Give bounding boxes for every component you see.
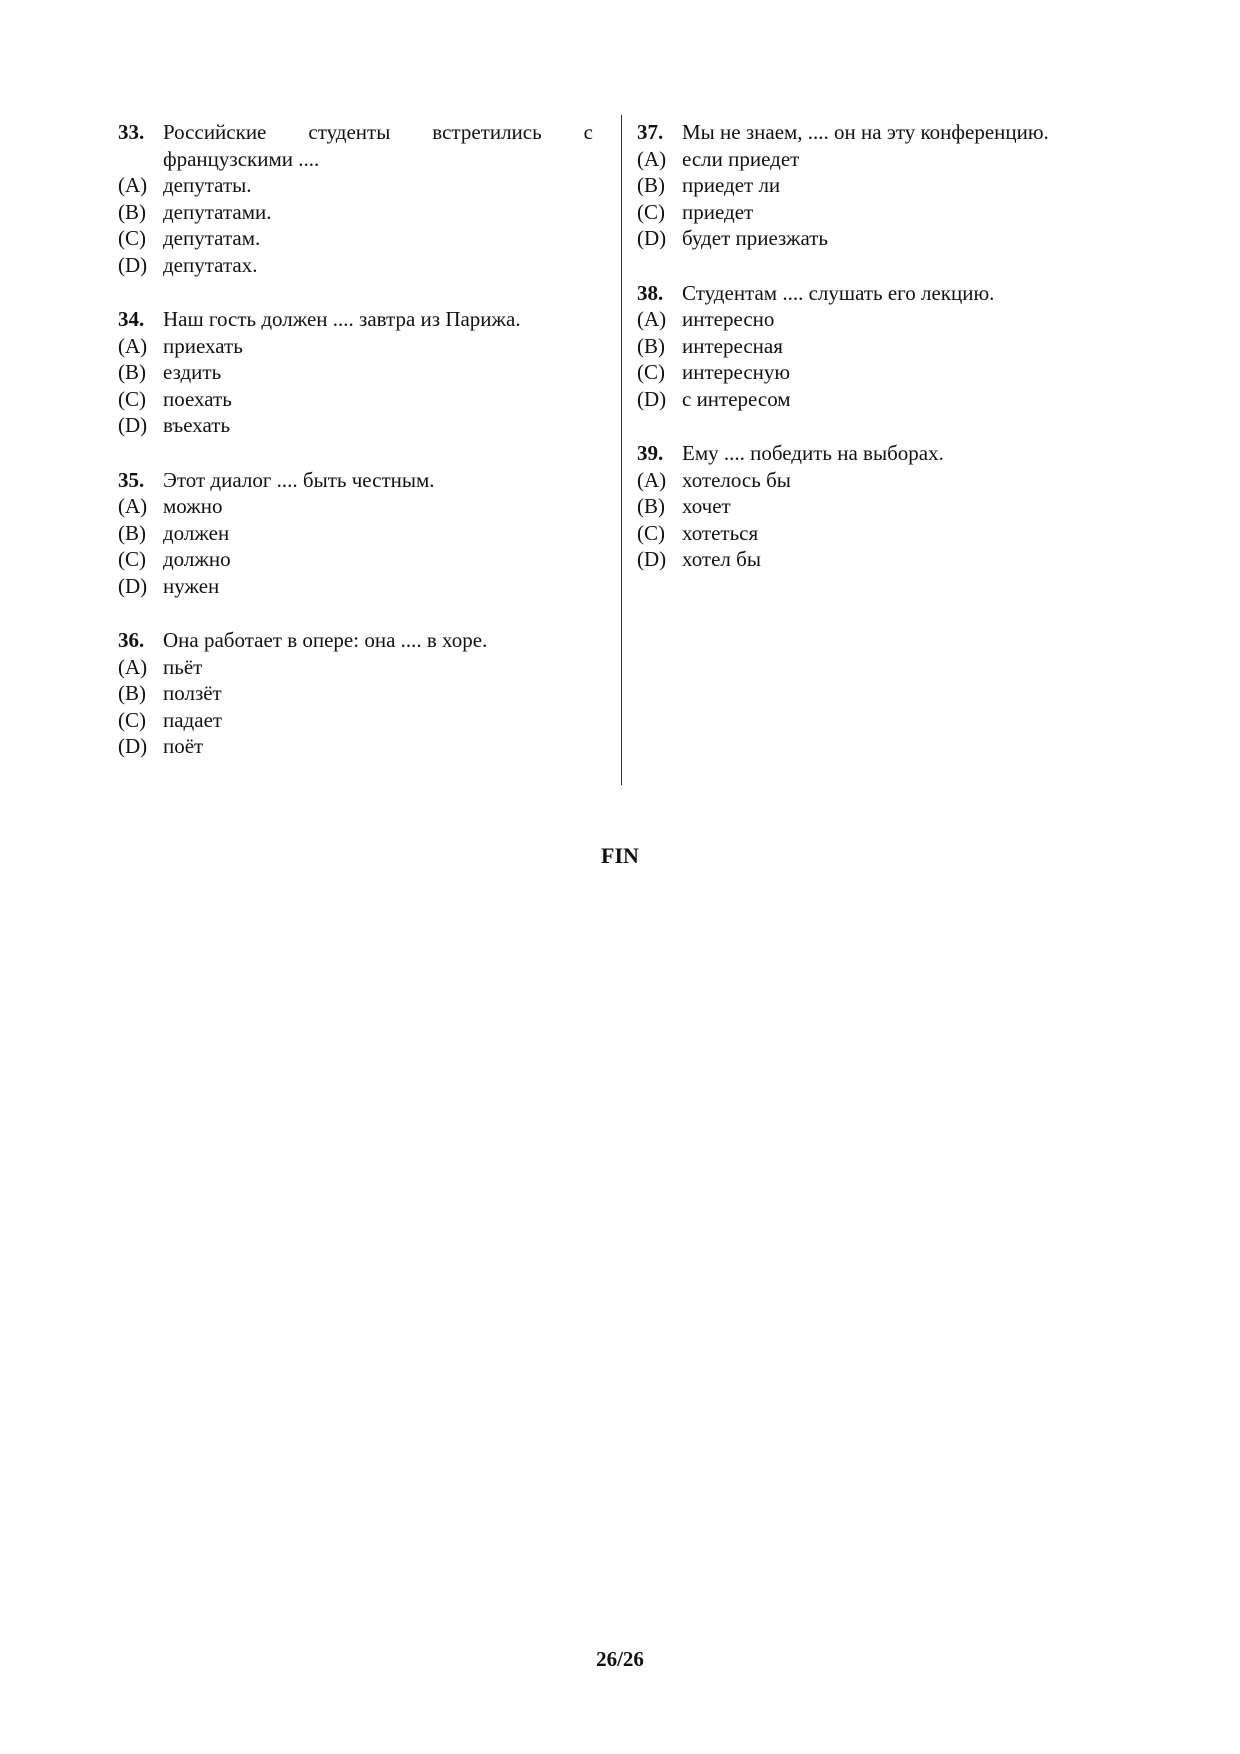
question-number: 36.: [118, 628, 145, 652]
question-text: Мы не знаем, .... он на эту конференцию.: [682, 120, 1049, 144]
option-letter: (A): [118, 654, 148, 679]
question-39: [637, 440, 1117, 573]
option-letter: (B): [637, 173, 665, 197]
option-text: должен: [163, 520, 230, 545]
option-letter: (B): [118, 199, 146, 224]
option-letter: (A): [637, 467, 667, 492]
option-text: хотел бы: [682, 547, 761, 571]
option-letter: (D): [118, 573, 148, 598]
answer-option-a: [118, 172, 593, 199]
option-text: с интересом: [682, 386, 791, 411]
option-text: интересную: [682, 360, 791, 384]
option-letter: (D): [637, 547, 667, 571]
question-text: Наш гость должен .... завтра из Парижа.: [163, 307, 521, 331]
option-letter: (C): [637, 360, 665, 384]
answer-option-a: [637, 146, 1117, 173]
question-37: [637, 119, 1117, 252]
option-letter: (A): [637, 307, 667, 331]
answer-option-c: [637, 520, 1117, 547]
answer-option-b: [118, 199, 593, 226]
question-33: [118, 119, 593, 278]
option-text: приедет: [682, 199, 754, 224]
answer-option-c: [637, 199, 1117, 226]
question-number: 39.: [637, 441, 664, 465]
option-letter: (A): [118, 173, 148, 197]
answer-option-c: [118, 707, 593, 734]
option-text: приедет ли: [682, 173, 781, 197]
option-letter: (C): [637, 199, 665, 224]
option-text: интересная: [682, 333, 783, 358]
option-text: нужен: [163, 573, 220, 598]
option-text: будет приезжать: [682, 226, 829, 250]
option-text: поёт: [163, 734, 204, 758]
answer-option-d: [637, 225, 1117, 252]
answer-option-d: [637, 546, 1117, 573]
column-divider: [621, 115, 622, 785]
answer-option-c: [118, 546, 593, 573]
question-number: 37.: [637, 120, 664, 144]
answer-option-c: [637, 359, 1117, 386]
question-number: 35.: [118, 467, 145, 492]
question-text: Этот диалог .... быть честным.: [163, 467, 435, 492]
question-number: 33.: [118, 120, 145, 144]
option-letter: (C): [118, 386, 146, 411]
option-text: депутаты.: [163, 173, 252, 197]
option-letter: (D): [637, 226, 667, 250]
option-text: приехать: [163, 333, 243, 358]
option-letter: (C): [637, 520, 665, 545]
answer-option-b: [637, 493, 1117, 520]
option-letter: (D): [118, 413, 148, 437]
right-column: [637, 119, 1117, 601]
option-text: интересно: [682, 307, 775, 331]
option-letter: (B): [118, 681, 146, 705]
option-letter: (B): [637, 494, 665, 518]
option-text: ездить: [163, 360, 222, 384]
option-letter: (D): [118, 252, 148, 277]
option-text: депутатами.: [163, 199, 272, 224]
option-letter: (D): [637, 386, 667, 411]
option-letter: (B): [118, 360, 146, 384]
question-35: [118, 467, 593, 600]
option-text: можно: [163, 494, 223, 518]
question-36: [118, 627, 593, 760]
question-text: Студентам .... слушать его лекцию.: [682, 280, 995, 305]
question-number: 38.: [637, 280, 664, 305]
option-letter: (C): [118, 547, 146, 571]
question-text: Российские студенты встретились с: [163, 120, 593, 144]
answer-option-a: [637, 467, 1117, 494]
question-text: Ему .... победить на выборах.: [682, 441, 944, 465]
question-text: Она работает в опере: она .... в хоре.: [163, 628, 488, 652]
option-letter: (C): [118, 707, 146, 732]
question-text-continued: французскими ....: [163, 146, 320, 171]
option-letter: (B): [637, 333, 665, 358]
option-text: хотелось бы: [682, 467, 791, 492]
option-text: если приедет: [682, 146, 800, 171]
option-text: хотеться: [682, 520, 759, 545]
answer-option-d: [118, 252, 593, 279]
option-text: падает: [163, 707, 223, 732]
answer-option-a: [118, 493, 593, 520]
option-text: хочет: [682, 494, 731, 518]
fin-label: FIN: [601, 843, 639, 868]
option-letter: (A): [637, 146, 667, 171]
option-text: должно: [163, 547, 231, 571]
answer-option-b: [118, 680, 593, 707]
answer-option-b: [637, 333, 1117, 360]
option-text: поехать: [163, 386, 232, 411]
answer-option-d: [118, 412, 593, 439]
option-letter: (C): [118, 226, 146, 250]
option-letter: (A): [118, 333, 148, 358]
answer-option-b: [118, 520, 593, 547]
option-text: депутатах.: [163, 252, 258, 277]
option-text: ползёт: [163, 681, 222, 705]
answer-option-b: [118, 359, 593, 386]
option-text: депутатам.: [163, 226, 261, 250]
answer-option-d: [118, 733, 593, 760]
question-number: 34.: [118, 307, 145, 331]
option-letter: (B): [118, 520, 146, 545]
answer-option-a: [637, 306, 1117, 333]
question-38: [637, 280, 1117, 413]
answer-option-d: [637, 386, 1117, 413]
question-34: [118, 306, 593, 439]
option-text: пьёт: [163, 654, 203, 679]
answer-option-d: [118, 573, 593, 600]
option-letter: (A): [118, 494, 148, 518]
answer-option-a: [118, 654, 593, 681]
left-column: [118, 119, 593, 788]
answer-option-a: [118, 333, 593, 360]
answer-option-c: [118, 386, 593, 413]
answer-option-b: [637, 172, 1117, 199]
option-text: въехать: [163, 413, 231, 437]
page-number: 26/26: [596, 1647, 644, 1671]
answer-option-c: [118, 225, 593, 252]
option-letter: (D): [118, 734, 148, 758]
